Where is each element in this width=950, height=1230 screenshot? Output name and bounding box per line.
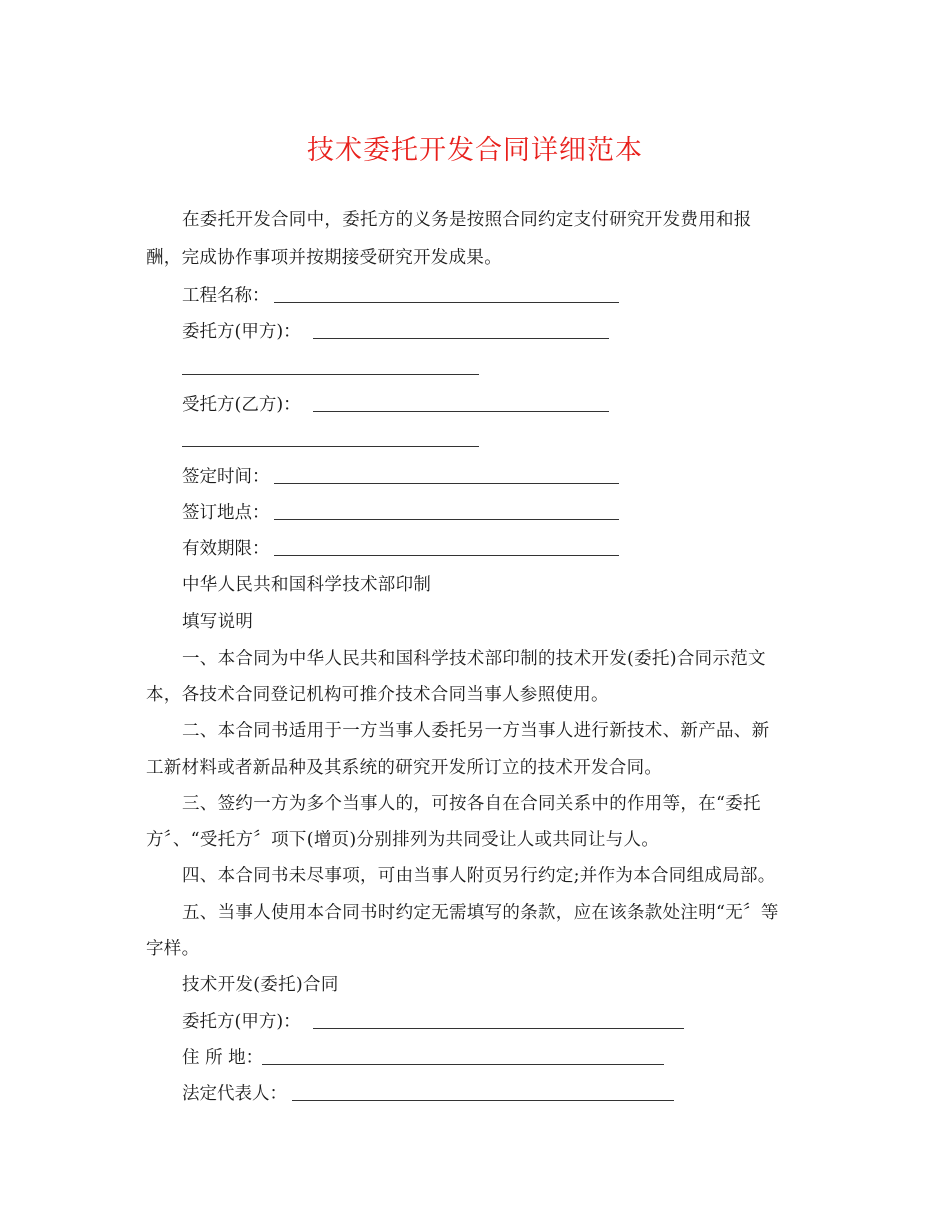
intro-line-2: 酬，完成协作事项并按期接受研究开发成果。	[146, 248, 502, 268]
party-a-blank-continuation[interactable]	[182, 374, 479, 375]
client-party-a-blank[interactable]	[313, 1028, 684, 1029]
sign-place-blank[interactable]	[274, 519, 619, 520]
party-b-blank-continuation[interactable]	[182, 446, 479, 447]
instruction-1-line-2: 本，各技术合同登记机构可推介技术合同当事人参照使用。	[146, 685, 609, 705]
field-label: 有效期限：	[182, 539, 270, 559]
instruction-5-line-2: 字样。	[146, 939, 200, 959]
instruction-4-line-1: 四、本合同书未尽事项，可由当事人附页另行约定;并作为本合同组成局部。	[182, 866, 776, 886]
instructions-heading: 填写说明	[182, 612, 254, 632]
instruction-2-line-2: 工新材料或者新品种及其系统的研究开发所订立的技术开发合同。	[146, 758, 663, 778]
document-title: 技术委托开发合同详细范本	[307, 135, 643, 166]
intro-line-1: 在委托开发合同中，委托方的义务是按照合同约定支付研究开发费用和报	[182, 210, 752, 230]
field-label: 签定时间：	[182, 467, 270, 487]
field-label: 委托方(甲方)：	[182, 322, 301, 342]
address-blank[interactable]	[262, 1064, 664, 1065]
contract-heading: 技术开发(委托)合同	[182, 975, 339, 995]
field-label: 委托方(甲方)：	[182, 1012, 301, 1032]
legal-representative-blank[interactable]	[292, 1100, 674, 1101]
field-label: 签订地点：	[182, 503, 270, 523]
instruction-3-line-2: 方〞、“受托方〞项下(增页)分别排列为共同受让人或共同让与人。	[146, 830, 660, 850]
project-name-blank[interactable]	[274, 302, 619, 303]
instruction-2-line-1: 二、本合同书适用于一方当事人委托另一方当事人进行新技术、新产品、新	[182, 721, 770, 741]
publisher: 中华人民共和国科学技术部印制	[182, 575, 432, 595]
field-label: 工程名称：	[182, 286, 270, 306]
instruction-1-line-1: 一、本合同为中华人民共和国科学技术部印制的技术开发(委托)合同示范文	[182, 649, 766, 669]
instruction-3-line-1: 三、签约一方为多个当事人的，可按各自在合同关系中的作用等，在“委托	[182, 794, 761, 814]
party-b-blank[interactable]	[313, 411, 609, 412]
sign-date-blank[interactable]	[274, 483, 619, 484]
field-label: 受托方(乙方)：	[182, 395, 301, 415]
validity-blank[interactable]	[274, 555, 619, 556]
instruction-5-line-1: 五、当事人使用本合同书时约定无需填写的条款，应在该条款处注明“无〞等	[182, 903, 779, 923]
party-a-blank[interactable]	[313, 338, 609, 339]
field-label: 法定代表人：	[182, 1084, 287, 1104]
field-label: 住 所 地：	[182, 1048, 264, 1068]
